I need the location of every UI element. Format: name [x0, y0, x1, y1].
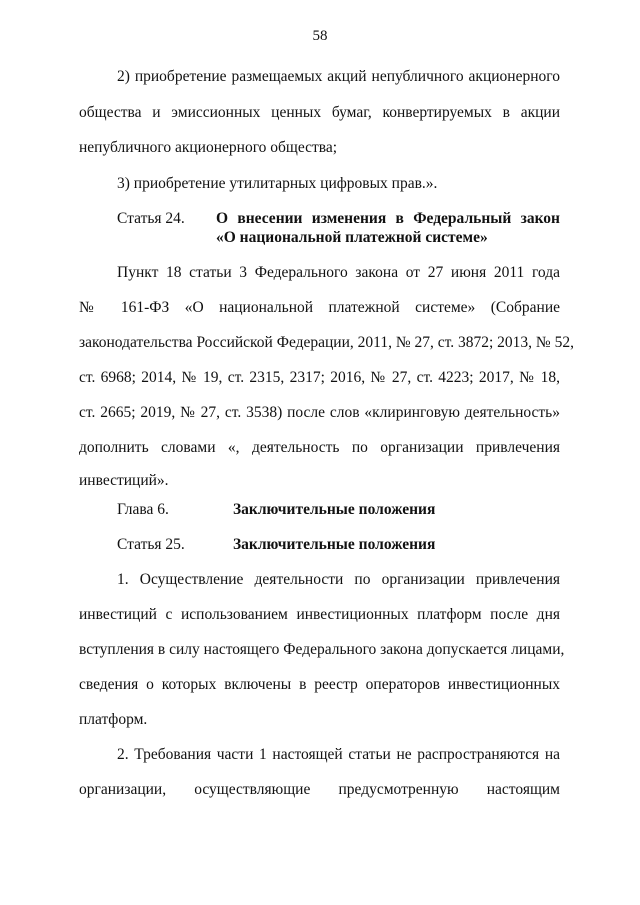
- article-label: Статья 25.: [117, 536, 185, 553]
- paragraph-line: законодательства Российской Федерации, 2011, № 27, ст. 3872; 2013, № 52,: [79, 334, 574, 351]
- paragraph-line: общества и эмиссионных ценных бумаг, конвертируемых в акции: [79, 104, 560, 121]
- paragraph-line: непубличного акционерного общества;: [79, 139, 338, 156]
- paragraph-line: 1. Осуществление деятельности по организации привлечения: [117, 571, 560, 588]
- paragraph-line: дополнить словами «, деятельность по организации привлечения: [79, 439, 560, 456]
- paragraph-line: инвестиций с использованием инвестиционных платформ после дня: [79, 606, 560, 623]
- paragraph-line: 2) приобретение размещаемых акций непубличного акционерного: [117, 68, 560, 85]
- article-title-line: «О национальной платежной системе»: [216, 229, 488, 246]
- paragraph-line: № 161-ФЗ «О национальной платежной системе» (Собрание: [79, 299, 560, 316]
- chapter-title: Заключительные положения: [233, 501, 436, 518]
- paragraph-line: вступления в силу настоящего Федерального закона допускается лицами,: [79, 641, 565, 658]
- paragraph-line: ст. 6968; 2014, № 19, ст. 2315, 2317; 2016, № 27, ст. 4223; 2017, № 18,: [79, 369, 560, 386]
- paragraph-line: организации, осуществляющие предусмотренную настоящим: [79, 781, 560, 798]
- article-title-line: О внесении изменения в Федеральный закон: [216, 210, 560, 227]
- chapter-label: Глава 6.: [117, 501, 169, 518]
- paragraph-line: ст. 2665; 2019, № 27, ст. 3538) после слов «клиринговую деятельность»: [79, 404, 560, 421]
- article-label: Статья 24.: [117, 210, 185, 227]
- paragraph-line: сведения о которых включены в реестр операторов инвестиционных: [79, 676, 560, 693]
- paragraph-line: платформ.: [79, 711, 148, 728]
- article-title: Заключительные положения: [233, 536, 436, 553]
- paragraph-line: Пункт 18 статьи 3 Федерального закона от 27 июня 2011 года: [117, 264, 560, 281]
- paragraph-line: 2. Требования части 1 настоящей статьи не распространяются на: [117, 746, 560, 763]
- page-number: 58: [312, 28, 328, 44]
- paragraph-line: инвестиций».: [79, 472, 169, 489]
- paragraph-line: 3) приобретение утилитарных цифровых прав.».: [117, 175, 438, 192]
